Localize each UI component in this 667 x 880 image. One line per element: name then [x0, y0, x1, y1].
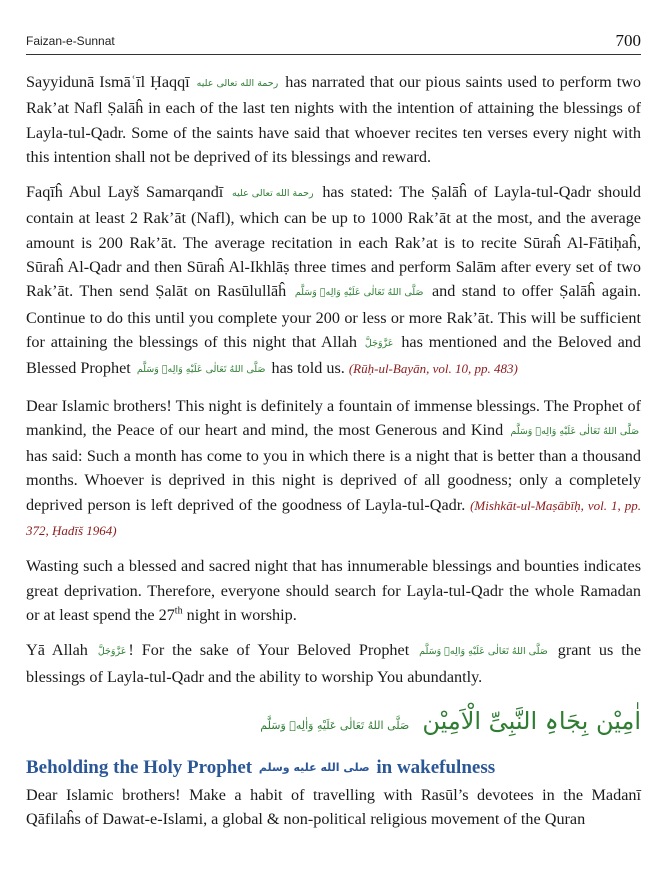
section-paragraph: Dear Islamic brothers! Make a habit of travelling with Rasūl’s devotees in the Madanī Qāfilaĥs of Dawat-e-Islami, a global & non-political religious movement of the Quran [26, 785, 641, 829]
page-content [26, 70, 641, 842]
dua-ameen: اٰمِیْن بِجَاہِ النَّبِیِّ الْاَمِیْن [422, 706, 641, 735]
section-heading-text-b: in wakefulness [376, 756, 496, 778]
paragraph-1-text-b: has narrated that our pious saints used to perform two Rak’at Nafl Ṣalāĥ in each of the last ten nights with the intention of attaining the blessings of Layla-tul-Qadr. Some of the saints have said that whoever recites ten verses every night with this intention shall not be deprived of its blessings and reward. [26, 73, 641, 166]
honorific-azza-wa-jal: عَزَّوَجَلَّ [97, 646, 127, 658]
ordinal-suffix: th [174, 605, 183, 617]
paragraph-4-text-b: night in worship. [186, 605, 297, 624]
honorific-azza-wa-jal: عَزَّوَجَلَّ [364, 337, 394, 349]
paragraph-3 [26, 394, 641, 544]
paragraph-1 [26, 70, 641, 169]
honorific-salla: صَلَّى اللهُ تَعَالٰى عَلَيْهِ وَالِهٖ وَسَلَّم [136, 364, 266, 376]
section-heading-text-a: Beholding the Holy Prophet [26, 756, 253, 778]
paragraph-2-text-b: has stated: The Ṣalāĥ of Layla-tul-Qadr should contain at least 2 Rak’āt (Nafl), which can be up to 1000 Rak’āt at the most, and the average amount is 200 Rak’āt. The average recitation in each Rak’at is to recite Sūraĥ Al-Fātiḥaĥ, Sūraĥ Al-Qadr and then Sūraĥ Al-Ikhlāṣ three times and perform Salām after every set of two Rak’āt. Then send Ṣalāt on Rasūlullāĥ [26, 183, 642, 301]
honorific-salla: صَلَّى اللهُ تَعَالٰى عَلَيْهِ وَالِهٖ وَسَلَّم [294, 287, 424, 299]
paragraph-5 [26, 638, 641, 689]
paragraph-2 [26, 180, 641, 382]
paragraph-4 [26, 554, 641, 627]
citation-mishkat: (Mishkāt-ul-Maṣābīḥ, vol. 1, pp. 372, Ḥadīš 1964) [26, 497, 641, 539]
paragraph-5-text-b: ! For the sake of Your Beloved Prophet [128, 641, 410, 660]
paragraph-2-text-c: and stand to offer Ṣalāĥ again. Continue to do this until you complete your 200 or less or more Rak’āt. This will be sufficient for attaining the blessings of this night that Allah [26, 282, 641, 351]
running-title: Faizan-e-Sunnat [26, 34, 115, 48]
dua-line [26, 707, 641, 735]
paragraph-2-text-e: has told us. [271, 359, 345, 378]
paragraph-3-text-a: Dear Islamic brothers! This night is definitely a fountain of immense blessings. The Prophet of mankind, the Peace of our heart and mind, the most Generous and Kind [26, 396, 641, 439]
page-number: 700 [615, 31, 641, 50]
page-header [26, 30, 641, 55]
dua-salla: صَلَّى اللهُ تَعَالٰى عَلَيْهِ وَاٰلِهٖ وَسَلَّم [260, 718, 410, 732]
paragraph-5-text-c: grant us the blessings of Layla-tul-Qadr and the ability to worship You abundantly. [26, 641, 642, 686]
paragraph-4-text-a: Wasting such a blessed and sacred night that has innumerable blessings and bounties indicates great deprivation. Therefore, everyone should search for Layla-tul-Qadr the whole Ramadan or at least spend the 27 [26, 557, 641, 624]
paragraph-5-text-a: Yā Allah [26, 641, 88, 660]
honorific-salla: صَلَّى اللهُ تَعَالٰى عَلَيْهِ وَالِهٖ وَسَلَّم [419, 646, 548, 658]
honorific-salla: صَلَّى اللهُ تَعَالٰى عَلَيْهِ وَالِهٖ وَسَلَّم [510, 425, 640, 437]
honorific-alayhis-salam: صلى الله عليه وسلم [258, 760, 370, 774]
honorific-rahmatullah: رحمة الله تعالى عليه [196, 78, 279, 89]
section-heading [26, 757, 641, 779]
honorific-rahmatullah: رحمة الله تعالى عليه [232, 188, 314, 200]
paragraph-2-text-d: has mentioned and the Beloved and Blessed Prophet [26, 332, 641, 378]
paragraph-3-text-b: has said: Such a month has come to you in which there is a night that is better than a thousand months. Whoever is deprived in this night is deprived of all goodness; only a completely deprived person is left deprived of the goodness of Layla-tul-Qadr. [26, 447, 641, 514]
paragraph-2-text-a: Faqīĥ Abul Layš Samarqandī [26, 183, 224, 202]
citation-ruh-ul-bayan: (Rūḥ-ul-Bayān, vol. 10, pp. 483) [348, 361, 518, 377]
paragraph-1-text-a: Sayyidunā Ismāʿīl Ḥaqqī [26, 73, 190, 91]
